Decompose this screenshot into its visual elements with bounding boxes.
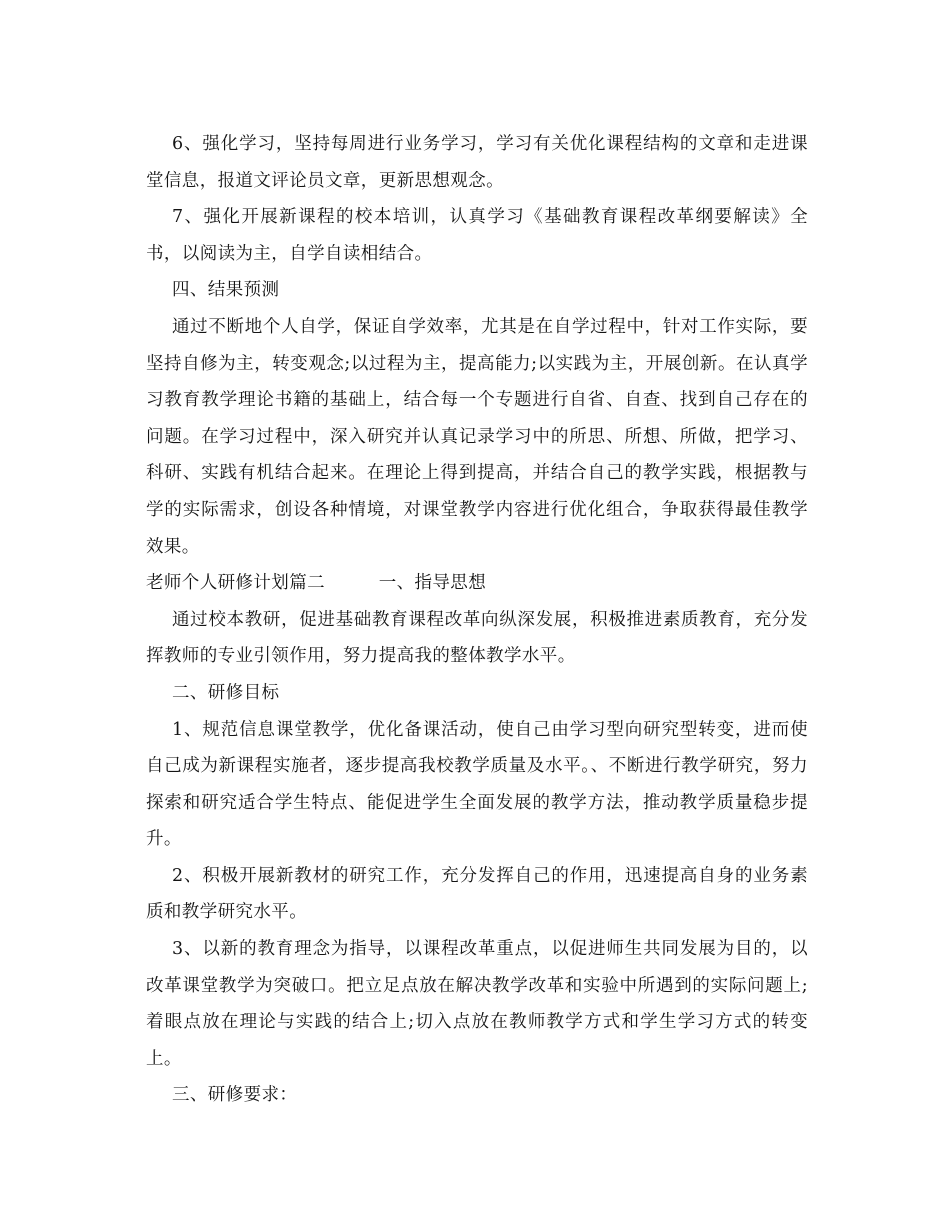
paragraph-goal-1: 1、规范信息课堂教学，优化备课活动，使自己由学习型向研究型转变，进而使自己成为新课程实施者，逐步提高我校教学质量及水平。、不断进行教学研究，努力探索和研究适合学生特点、能促进学生全面发展的教学方法，推动教学质量稳步提升。: [146, 719, 808, 850]
section-heading-results: 四、结果预测: [172, 280, 280, 301]
part-two-title: 老师个人研修计划篇二 一、指导思想: [146, 573, 487, 594]
paragraph-item-7: 7、强化开展新课程的校本培训，认真学习《基础教育课程改革纲要解读》全书，以阅读为主，自学自读相结合。: [146, 207, 808, 264]
section-heading-goals: 二、研修目标: [172, 682, 280, 703]
paragraph-goal-2: 2、积极开展新教材的研究工作，充分发挥自己的作用，迅速提高自身的业务素质和教学研究水平。: [146, 865, 808, 923]
section-heading-requirements: 三、研修要求：: [172, 1085, 298, 1106]
paragraph-goal-3: 3、以新的教育理念为指导，以课程改革重点，以促进师生共同发展为目的，以改革课堂教学为突破口。把立足点放在解决教学改革和实验中所遇到的实际问题上;着眼点放在理论与实践的结合上;切入点放在教师教学方式和学生学习方式的转变上。: [146, 939, 808, 1069]
document-body: [146, 126, 808, 1114]
paragraph-item-6: 6、强化学习，坚持每周进行业务学习，学习有关优化课程结构的文章和走进课堂信息，报道文评论员文章，更新思想观念。: [146, 134, 808, 191]
paragraph-guiding-idea: 通过校本教研，促进基础教育课程改革向纵深发展，积极推进素质教育，充分发挥教师的专业引领作用，努力提高我的整体教学水平。: [146, 609, 808, 667]
paragraph-results: 通过不断地个人自学，保证自学效率，尤其是在自学过程中，针对工作实际，要坚持自修为主，转变观念;以过程为主，提高能力;以实践为主，开展创新。在认真学习教育教学理论书籍的基础上，结合每一个专题进行自省、自查、找到自己存在的问题。在学习过程中，深入研究并认真记录学习中的所思、所想、所做，把学习、科研、实践有机结合起来。在理论上得到提高，并结合自己的教学实践，根据教与学的实际需求，创设各种情境，对课堂教学内容进行优化组合，争取获得最佳教学效果。: [146, 316, 808, 557]
